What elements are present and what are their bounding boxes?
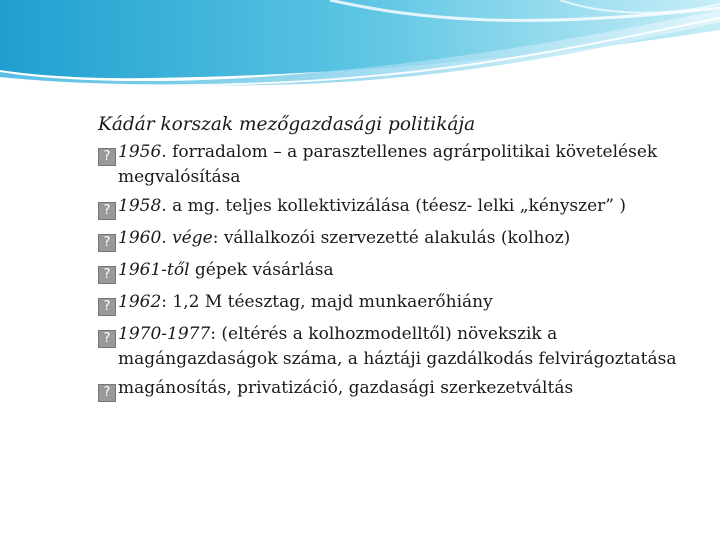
item-lead: 1958 (118, 196, 162, 216)
item-text: . forradalom – a parasztellenes agrárpolitikai követelések megvalósítása (118, 142, 658, 187)
list-item (98, 291, 713, 316)
item-text: : (eltérés a kolhozmodelltől) növekszik a magángazdaságok száma, a háztáji gazdálkodás felvirágoztatása (118, 324, 677, 369)
list-item (98, 141, 713, 188)
slide-title: Kádár korszak mezőgazdasági politikája (98, 114, 476, 135)
item-text: . a mg. teljes kollektivizálása (téesz- lelki „kényszer” ) (161, 196, 627, 216)
item-text: magánosítás, privatizáció, gazdasági szerkezetváltás (118, 378, 574, 398)
list-item (98, 227, 713, 252)
missing-glyph-icon: ? (98, 266, 116, 284)
missing-glyph-icon: ? (98, 234, 116, 252)
list-item (98, 259, 713, 284)
slide-content (98, 112, 713, 409)
list-item (98, 323, 713, 370)
item-text: : vállalkozói szervezetté alakulás (kolhoz) (212, 228, 571, 248)
missing-glyph-icon: ? (98, 202, 116, 220)
missing-glyph-icon: ? (98, 298, 116, 316)
list-item (98, 195, 713, 220)
item-lead: 1960. vége (118, 228, 213, 248)
missing-glyph-icon: ? (98, 384, 116, 402)
missing-glyph-icon: ? (98, 148, 116, 166)
item-lead: 1961-től (118, 260, 190, 280)
missing-glyph-icon: ? (98, 330, 116, 348)
item-text: : 1,2 M téesztag, majd munkaerőhiány (161, 292, 493, 312)
item-text: gépek vásárlása (189, 260, 334, 280)
item-lead: 1956 (118, 142, 162, 162)
bullet-list (98, 141, 713, 402)
list-item (98, 377, 713, 402)
item-lead: 1970-1977 (118, 324, 211, 344)
item-lead: 1962 (118, 292, 162, 312)
decorative-wave-banner (0, 0, 720, 100)
